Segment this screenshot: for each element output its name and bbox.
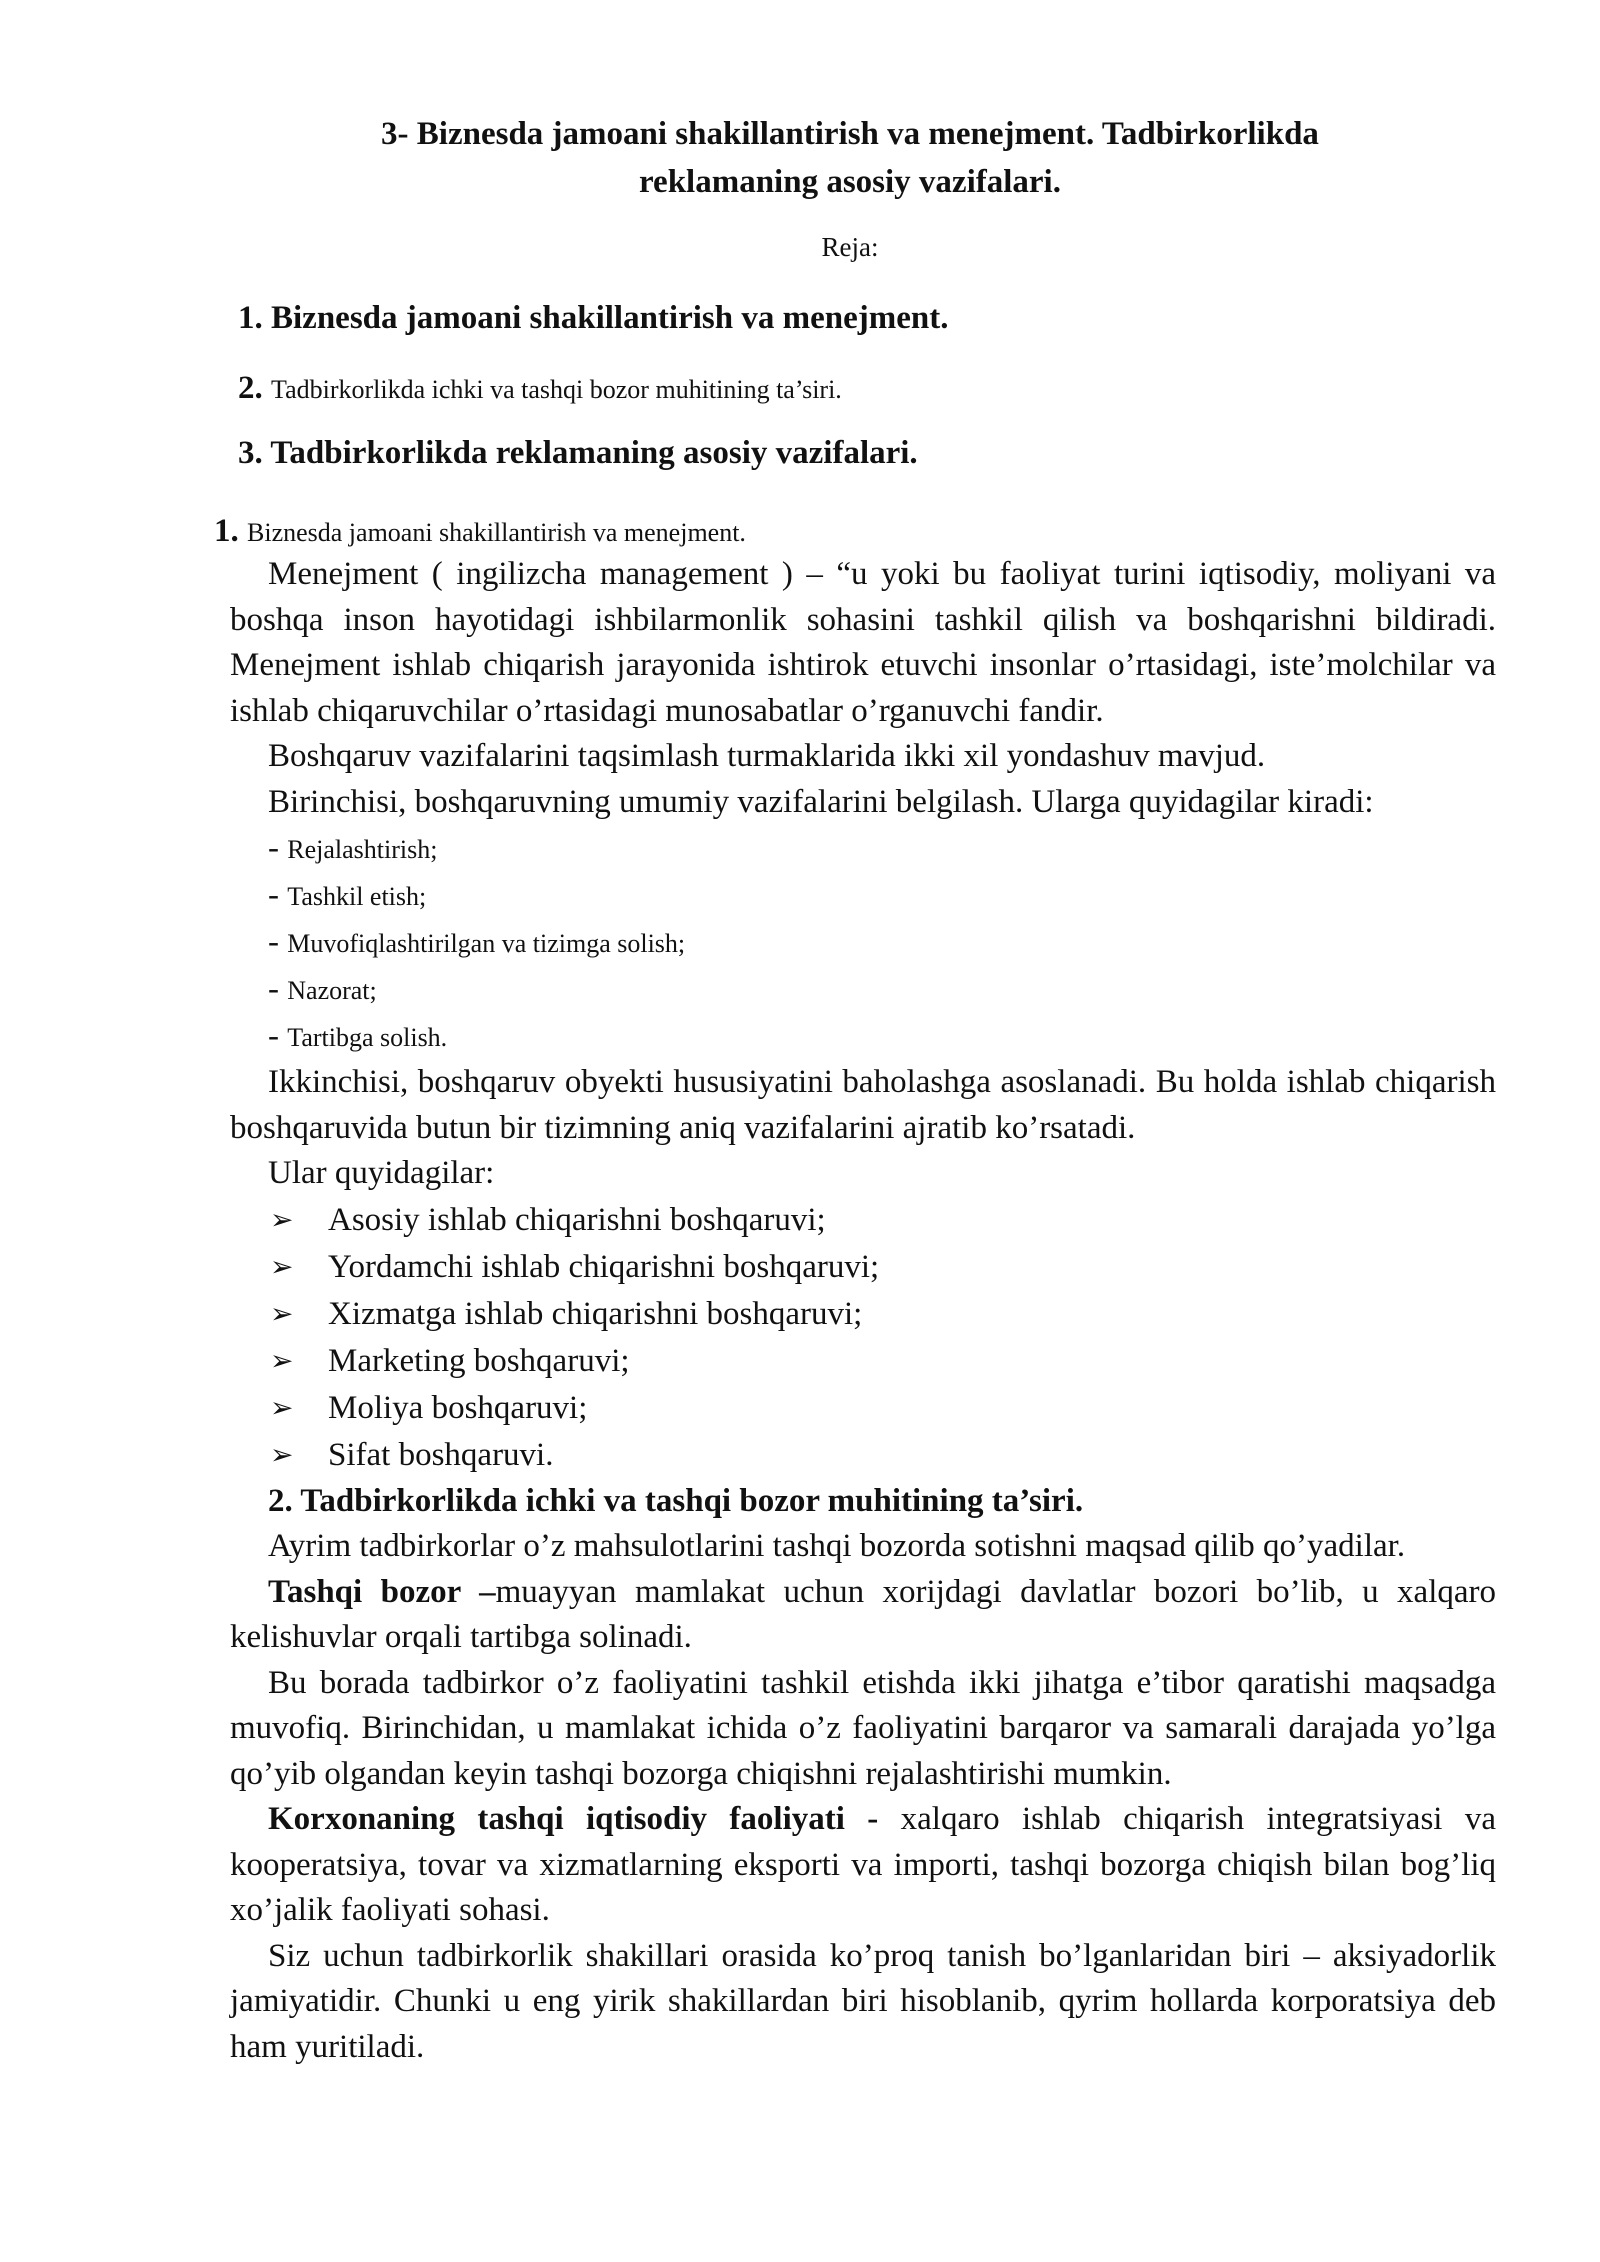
arrow-item-text: Sifat boshqaruvi. [328,1436,554,1473]
plan-item-2 [238,370,842,407]
paragraph-foreign-economic [230,1797,1496,1934]
paragraph-entrepreneur-plan: Bu borada tadbirkor o’z faoliyatini tashkil etishda ikki jihatga e’tibor qaratishi maqsadga muvofiq. Birinchidan, u mamlakat ichida o’z faoliyatini barqaror va samarali darajada yo’lga qo’yib olgandan keyin tashqi bozorga chiqishni rejalashtirishi mumkin. [230,1664,1496,1792]
dash-bullet-icon: - [268,877,288,913]
dash-list-item [230,966,1496,1013]
plan-item-number: 1. [238,300,263,336]
arrow-list-item [230,1385,1496,1432]
arrowhead-icon: ➢ [270,1298,294,1330]
paragraph-second: Ikkinchisi, boshqaruv obyekti hususiyatini baholashga asoslanadi. Bu holda ishlab chiqarish boshqaruvida butun bir tizimning aniq vazifalarini ajratib ko’rsatadi. [230,1064,1496,1146]
paragraph-menejment: Menejment ( ingilizcha management ) – “u yoki bu faoliyat turini iqtisodiy, moliyani va boshqa inson hayotidagi ishbilarmonlik sohasini tashkil qilish va boshqarishni bildiradi. Menejment ishlab chiqarish jarayonida ishtirok etuvchi insonlar o’rtasidagi, iste’molchilar va ishlab chiqaruvchilar o’rtasidagi munosabatlar o’rganuvchi fandir. [230,556,1496,729]
dash-item-text: Tartibga solish. [287,1023,448,1052]
plan-item-1 [238,300,948,337]
dash-list-item [230,919,1496,966]
paragraph-joint-stock: Siz uchun tadbirkorlik shakillari orasida ko’proq tanish bo’lganlaridan biri – aksiyadorlik jamiyatidir. Chunki u eng yirik shakillardan biri hisoblanib, qyrim hollarda korporatsiya deb ham yuritiladi. [230,1937,1496,2065]
plan-item-text: Biznesda jamoani shakillantirish va menejment. [271,300,949,336]
arrowhead-icon: ➢ [270,1439,294,1471]
document-title [230,110,1470,206]
dash-bullet-icon: - [268,971,288,1007]
plan-item-number: 2. [238,370,263,406]
arrow-list-item [230,1244,1496,1291]
plan-item-number: 3. [238,435,263,471]
title-line-1: 3- Biznesda jamoani shakillantirish va menejment. Tadbirkorlikda [381,116,1319,152]
dash-item-text: Nazorat; [287,976,377,1005]
arrowhead-icon: ➢ [270,1251,294,1283]
plan-item-text: Tadbirkorlikda reklamaning asosiy vazifalari. [270,435,918,471]
arrowhead-icon: ➢ [270,1204,294,1236]
paragraph-foreign-market [230,1570,1496,1661]
section-2-heading: 2. Tadbirkorlikda ichki va tashqi bozor muhitining ta’siri. [268,1482,1084,1519]
arrow-list-item [230,1291,1496,1338]
plan-heading: Reja: [821,232,879,262]
arrow-item-text: Marketing boshqaruvi; [328,1342,630,1379]
paragraph-first: Birinchisi, boshqaruvning umumiy vazifalarini belgilash. Ularga quyidagilar kiradi: [268,783,1374,820]
definition-text: xalqaro ishlab chiqarish integratsiyasi va kooperatsiya, tovar va xizmatlarning eksporti va importi, tashqi bozorga chiqish bilan bog’liq xo’jalik faoliyati sohasi. [230,1801,1496,1928]
arrowhead-icon: ➢ [270,1345,294,1377]
paragraph-approaches: Boshqaruv vazifalarini taqsimlash turmaklarida ikki xil yondashuv mavjud. [268,738,1266,774]
term-foreign-economic-activity: Korxonaning tashqi iqtisodiy faoliyati - [268,1801,879,1837]
term-foreign-market: Tashqi bozor – [268,1573,496,1610]
arrow-item-text: Asosiy ishlab chiqarishni boshqaruvi; [328,1201,826,1238]
dash-bullet-icon: - [268,1018,288,1054]
arrow-list-item [230,1432,1496,1479]
dash-bullet-icon: - [268,924,288,960]
plan-item-3 [238,435,918,472]
dash-item-text: Muvofiqlashtirilgan va tizimga solish; [287,929,686,958]
definition-text: muayyan mamlakat uchun xorijdagi davlatlar bozori bo’lib, u xalqaro kelishuvlar orqali tartibga solinadi. [230,1573,1496,1655]
section-1-heading [214,513,746,550]
dash-list-item [230,1013,1496,1060]
dash-bullet-icon: - [268,830,288,866]
dash-list-item [230,825,1496,872]
arrow-list-item [230,1338,1496,1385]
dash-list-item [230,872,1496,919]
arrow-item-text: Xizmatga ishlab chiqarishni boshqaruvi; [328,1295,863,1332]
arrow-list-item [230,1197,1496,1244]
plan-item-text: Tadbirkorlikda ichki va tashqi bozor muhitining ta’siri. [271,375,842,404]
title-line-2: reklamaning asosiy vazifalari. [639,164,1061,200]
arrow-item-text: Moliya boshqaruvi; [328,1389,588,1426]
document-body [230,552,1496,2070]
dash-item-text: Tashkil etish; [287,882,427,911]
dash-item-text: Rejalashtirish; [287,835,438,864]
arrow-item-text: Yordamchi ishlab chiqarishni boshqaruvi; [328,1248,880,1285]
arrowhead-icon: ➢ [270,1392,294,1424]
paragraph-list-intro: Ular quyidagilar: [268,1155,495,1191]
section-number: 1. [214,513,239,549]
section-title: Biznesda jamoani shakillantirish va menejment. [247,518,746,547]
paragraph-foreign-sales: Ayrim tadbirkorlar o’z mahsulotlarini tashqi bozorda sotishni maqsad qilib qo’yadilar. [268,1528,1406,1564]
